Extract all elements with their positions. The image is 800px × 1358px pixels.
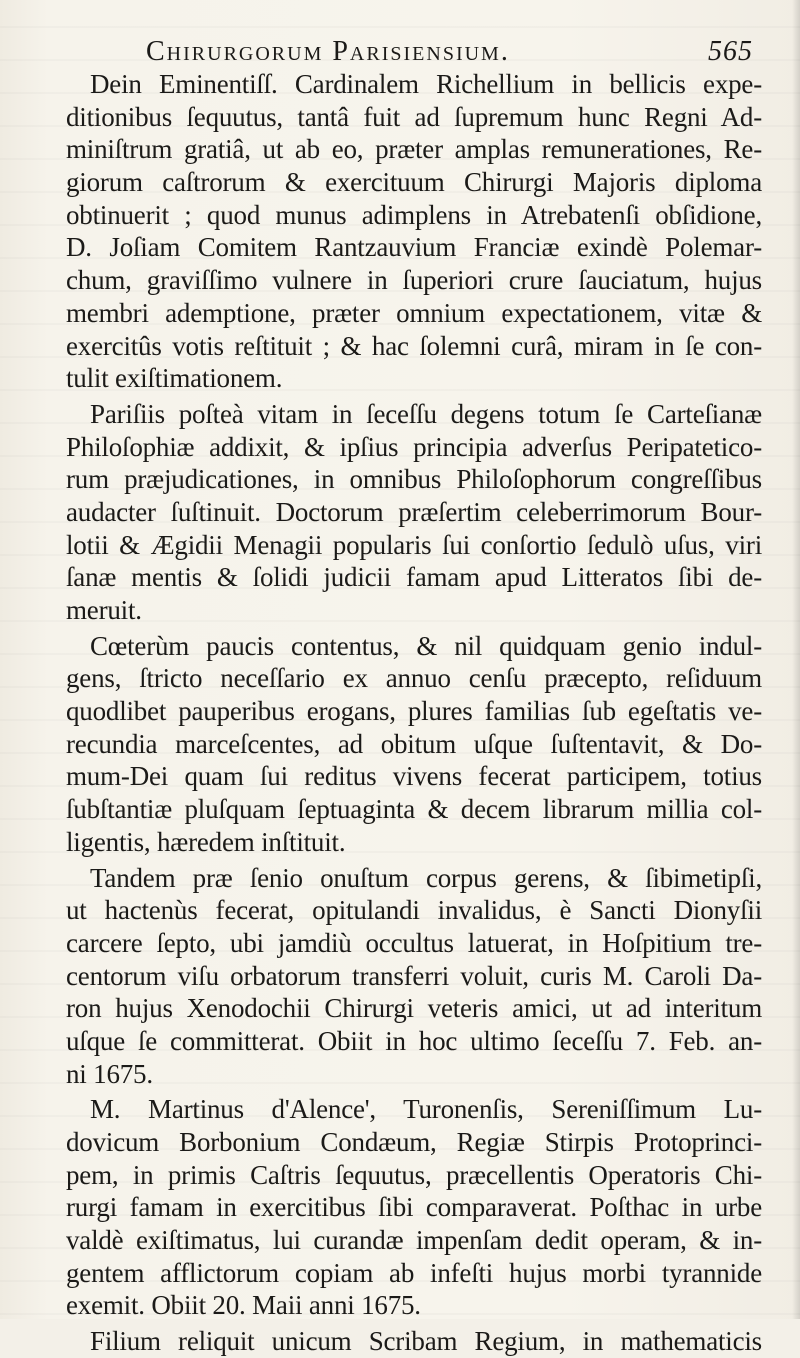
text-line: Philoſophiæ addixit, & ipſius principia adverſus Peripatetico- bbox=[66, 431, 762, 462]
text-line: ſanæ mentis & ſolidi judicii famam apud Litteratos ſibi de- bbox=[66, 562, 762, 593]
text-line: rum præjudicationes, in omnibus Philoſophorum congreſſibus bbox=[66, 464, 762, 495]
text-line: lotii & Ægidii Menagii popularis ſui conſortio ſedulò uſus, viri bbox=[66, 529, 762, 560]
text-line: exercitûs votis reſtituit ; & hac ſolemni curâ, miram in ſe con- bbox=[66, 330, 762, 361]
text-line: ron hujus Xenodochii Chirurgi veteris amici, ut ad interitum bbox=[66, 993, 762, 1024]
paragraph-5 bbox=[66, 1093, 762, 1322]
text-line: ut hactenùs fecerat, opitulandi invalidus, è Sancti Dionyſii bbox=[66, 895, 762, 926]
paragraph-2 bbox=[66, 398, 762, 627]
paragraph-1 bbox=[66, 68, 762, 395]
paragraph-4 bbox=[66, 862, 762, 1091]
body-text bbox=[66, 68, 762, 1358]
text-line: carcere ſepto, ubi jamdiù occultus latuerat, in Hoſpitium tre- bbox=[66, 927, 762, 958]
text-line: meruit. bbox=[66, 595, 142, 625]
text-line: uſque ſe committerat. Obiit in hoc ultimo ſeceſſu 7. Feb. an- bbox=[66, 1025, 762, 1056]
text-line: M. Martinus d'Alence', Turonenſis, Sereniſſimum Lu- bbox=[90, 1094, 762, 1125]
text-line: valdè exiſtimatus, lui curandæ impenſam dedit operam, & in- bbox=[66, 1225, 762, 1256]
text-line: rurgi famam in exercitibus ſibi comparaverat. Poſthac in urbe bbox=[66, 1192, 762, 1223]
text-line: exemit. Obiit 20. Maii anni 1675. bbox=[66, 1290, 421, 1321]
text-line: miniſtrum gratiâ, ut ab eo, præter amplas remunerationes, Re- bbox=[66, 134, 762, 165]
text-line: ni 1675. bbox=[66, 1058, 153, 1089]
text-line: ligentis, hæredem inſtituit. bbox=[66, 826, 346, 857]
text-line: ſubſtantiæ pluſquam ſeptuaginta & decem librarum millia col- bbox=[66, 794, 762, 825]
page-number: 565 bbox=[708, 36, 753, 67]
paragraph-3 bbox=[66, 630, 762, 859]
running-header bbox=[146, 36, 786, 68]
text-line: Pariſiis poſteà vitam in ſeceſſu degens totum ſe Carteſianæ bbox=[90, 398, 762, 429]
text-line: pem, in primis Caſtris ſequutus, præcellentis Operatoris Chi- bbox=[66, 1159, 762, 1190]
running-title: Chirurgorum Parisiensium. bbox=[146, 36, 510, 67]
text-line: Tandem præ ſenio onuſtum corpus gerens, & ſibimetipſi, bbox=[90, 862, 762, 893]
text-line: chum, graviſſimo vulnere in ſuperiori crure ſauciatum, hujus bbox=[66, 265, 762, 296]
text-line: membri ademptione, præter omnium expectationem, vitæ & bbox=[66, 297, 762, 328]
text-line: Cœterùm paucis contentus, & nil quidquam genio indul- bbox=[90, 630, 762, 661]
page-edge-shadow bbox=[792, 0, 800, 1319]
text-line: obtinuerit ; quod munus adimplens in Atrebatenſi obſidione, bbox=[66, 199, 762, 230]
text-line: centorum viſu orbatorum transferri voluit, curis M. Caroli Da- bbox=[66, 960, 762, 991]
text-line: Filium reliquit unicum Scribam Regium, in mathematicis bbox=[90, 1326, 762, 1357]
text-line: gens, ſtricto neceſſario ex annuo cenſu præcepto, reſiduum bbox=[66, 663, 762, 694]
text-line: mum-Dei quam ſui reditus vivens fecerat participem, totius bbox=[66, 761, 762, 792]
text-line: ditionibus ſequutus, tantâ fuit ad ſupremum hunc Regni Ad- bbox=[66, 101, 762, 132]
text-line: dovicum Borbonium Condæum, Regiæ Stirpis Protoprinci- bbox=[66, 1127, 762, 1157]
text-line: Dein Eminentiſſ. Cardinalem Richellium in bellicis expe- bbox=[90, 69, 762, 99]
text-line: D. Joſiam Comitem Rantzauvium Franciæ exindè Polemar- bbox=[66, 232, 762, 263]
text-line: recundia marceſcentes, ad obitum uſque ſuſtentavit, & Do- bbox=[66, 728, 762, 759]
text-line: quodlibet pauperibus erogans, plures familias ſub egeſtatis ve- bbox=[66, 696, 762, 727]
text-line: tulit exiſtimationem. bbox=[66, 363, 283, 394]
paragraph-6 bbox=[66, 1325, 762, 1358]
text-line: audacter ſuſtinuit. Doctorum præſertim celeberrimorum Bour- bbox=[66, 496, 762, 527]
text-line: giorum caſtrorum & exercituum Chirurgi Majoris diploma bbox=[66, 167, 762, 198]
text-line: gentem afflictorum copiam ab infeſti hujus morbi tyrannide bbox=[66, 1257, 762, 1288]
